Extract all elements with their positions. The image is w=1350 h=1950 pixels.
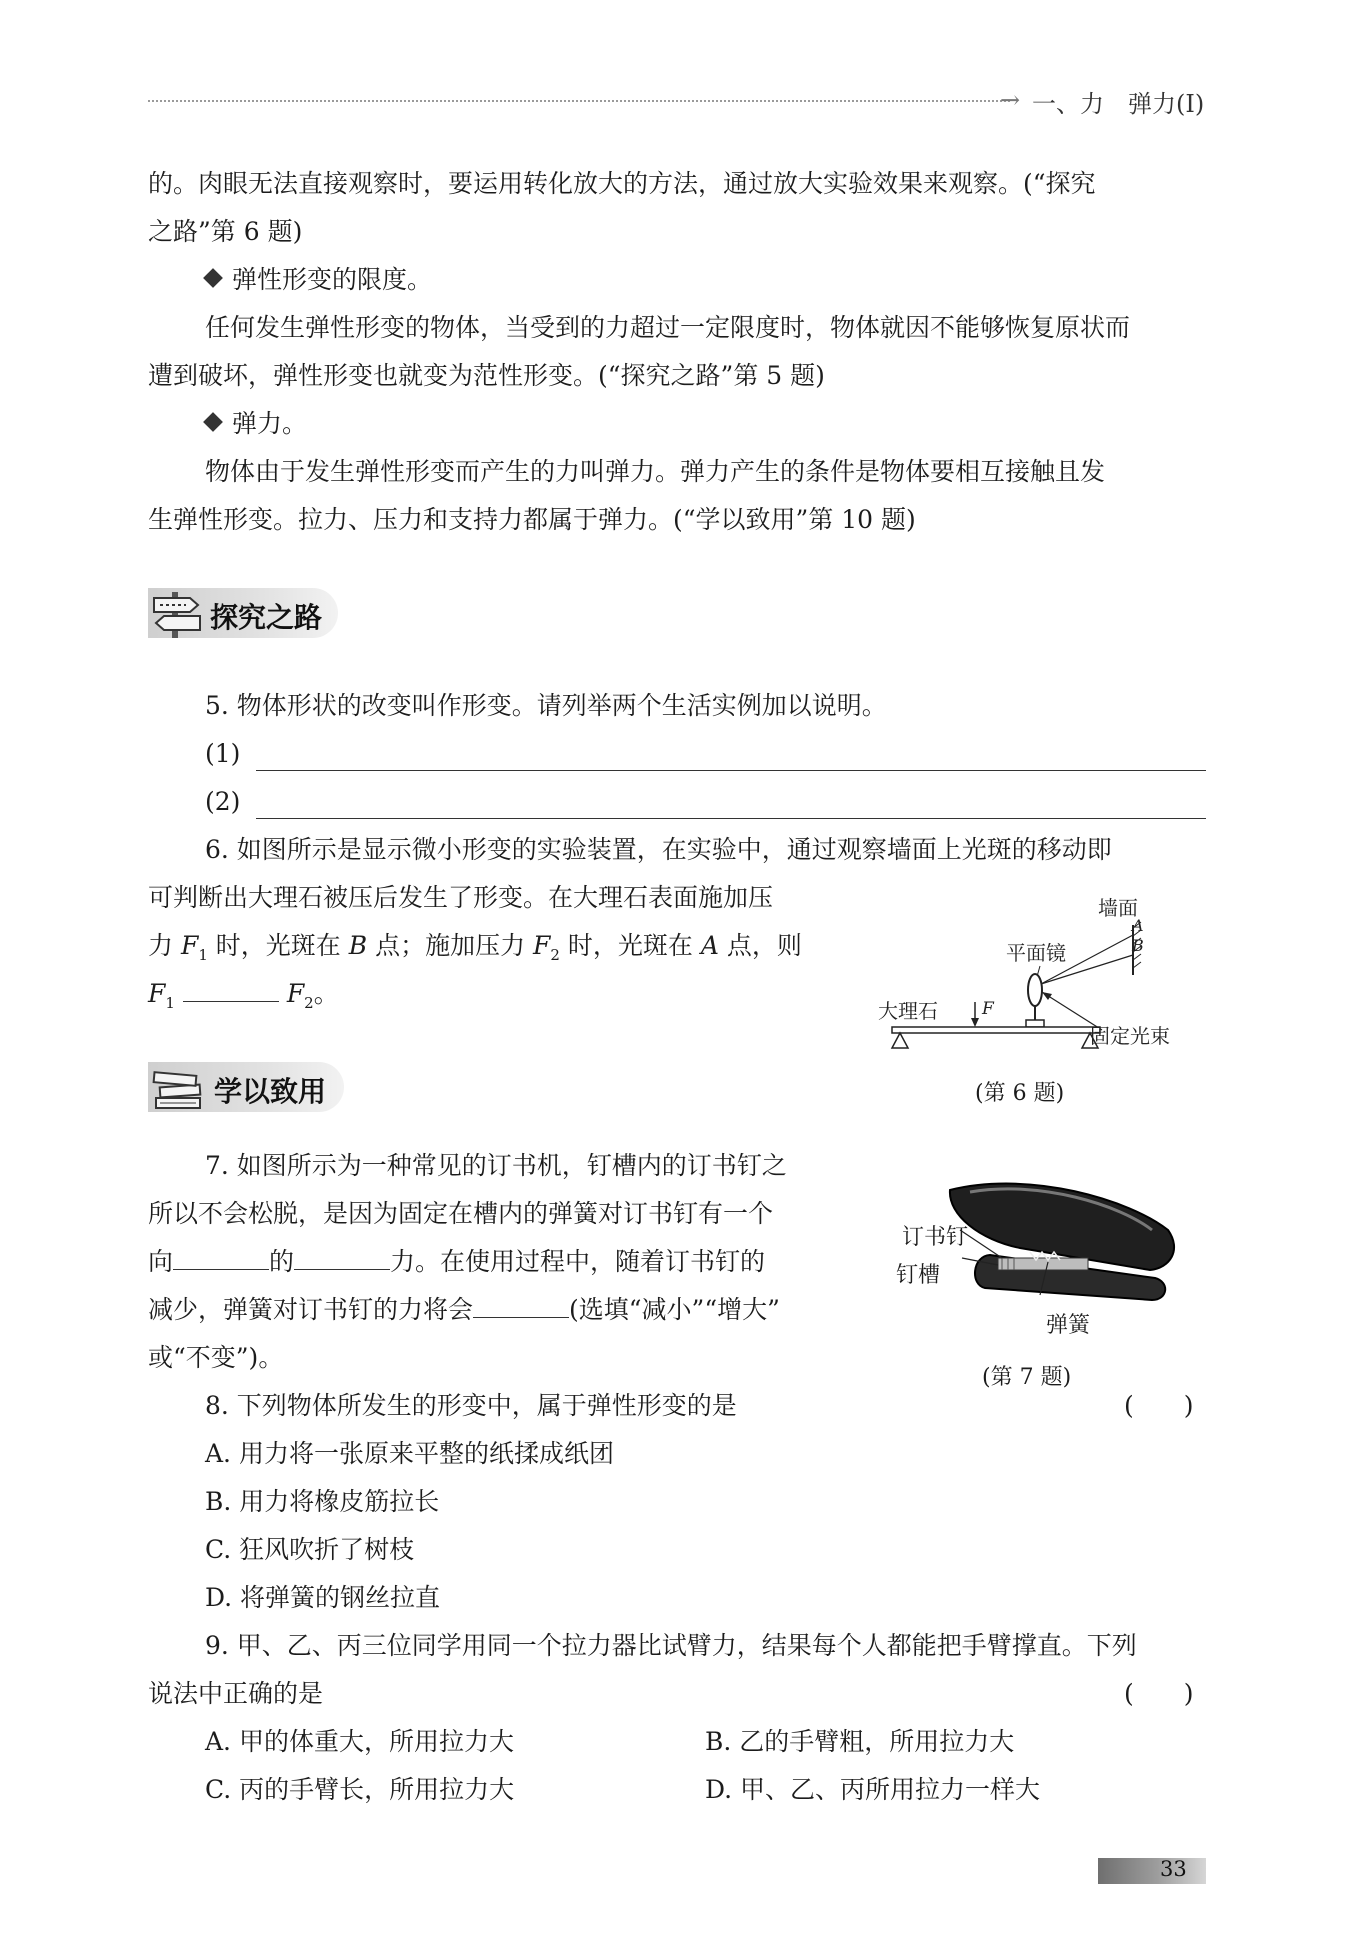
var-b: B — [348, 931, 368, 960]
q6-line-1: 6. 如图所示是显示微小形变的实验装置，在实验中，通过观察墙面上光斑的移动即 — [205, 835, 1112, 864]
fig6-light-label: 固定光束 — [1090, 1024, 1170, 1048]
q7-line-3: 向 的 力。在使用过程中，随着订书钉的 — [148, 1238, 765, 1286]
q5-answer-line-1[interactable] — [256, 770, 1206, 771]
point2-title: 弹力。 — [232, 409, 308, 438]
page-number: 33 — [1160, 1857, 1187, 1881]
q6-line-3: 力 $F_1$ 时，光斑在 B 点；施加压力 $F_2$ 时，光斑在 A 点，则 — [148, 931, 802, 964]
q9-line-2: 说法中正确的是 — [148, 1679, 324, 1708]
q9-option-c: C. 丙的手臂长，所用拉力大 — [205, 1775, 515, 1804]
books-icon — [150, 1062, 208, 1114]
section-header-apply — [148, 1062, 344, 1112]
q6-line-2: 可判断出大理石被压后发生了形变。在大理石表面施加压 — [148, 883, 774, 912]
q6-figure-caption: (第 6 题) — [975, 1081, 1065, 1106]
q7-line-4: 减少，弹簧对订书钉的力将会 (选填“减小”“增大” — [148, 1286, 780, 1334]
marble-slab — [892, 1027, 1100, 1033]
header-arrow-icon: → — [1000, 86, 1021, 114]
q5-blank-1-label: (1) — [205, 739, 241, 768]
q8-question: 8. 下列物体所发生的形变中，属于弹性形变的是 — [205, 1391, 737, 1420]
q8-answer-bracket[interactable]: ( ) — [1124, 1391, 1194, 1420]
mirror — [1028, 974, 1042, 1006]
q6-answer-blank[interactable] — [183, 973, 279, 1002]
header-title: 一、力 弹力(Ⅰ) — [1032, 90, 1205, 118]
fig7-spring-label: 弹簧 — [1046, 1313, 1091, 1338]
q5-text: 5. 物体形状的改变叫作形变。请列举两个生活实例加以说明。 — [205, 691, 887, 720]
var-a: A — [700, 931, 719, 960]
fig7-staple-label: 订书钉 — [902, 1225, 969, 1250]
q9-option-a: A. 甲的体重大，所用拉力大 — [205, 1727, 514, 1756]
q5-answer-line-2[interactable] — [256, 818, 1206, 819]
fig7-groove-label: 钉槽 — [896, 1263, 941, 1288]
signpost-icon — [150, 588, 208, 640]
q8-option-d: D. 将弹簧的钢丝拉直 — [205, 1583, 441, 1612]
fig6-mirror-label: 平面镜 — [1006, 941, 1066, 965]
diamond-bullet-icon — [203, 268, 223, 288]
point1-line-2: 遭到破坏，弹性形变也就变为范性形变。(“探究之路”第 5 题) — [148, 361, 825, 390]
q7-figure — [890, 1170, 1190, 1340]
q8-option-c: C. 狂风吹折了树枝 — [205, 1535, 415, 1564]
fig6-point-a: A — [1132, 916, 1144, 935]
fig6-point-b: B — [1132, 936, 1144, 955]
q7-force-type-blank[interactable] — [294, 1241, 390, 1270]
point1-heading — [200, 256, 432, 304]
section-title-explore: 探究之路 — [210, 601, 323, 634]
q8-option-b: B. 用力将橡皮筋拉长 — [205, 1487, 440, 1516]
q7-change-blank[interactable] — [473, 1289, 569, 1318]
header-rule — [148, 100, 1010, 102]
fig6-wall-label: 墙面 — [1098, 896, 1138, 920]
q7-direction-blank[interactable] — [173, 1241, 269, 1270]
section-header-explore — [148, 588, 338, 638]
footer-bar — [1098, 1858, 1206, 1884]
fig6-marble-label: 大理石 — [878, 999, 938, 1023]
q9-option-d: D. 甲、乙、丙所用拉力一样大 — [705, 1775, 1041, 1804]
intro-line-2: 之路”第 6 题) — [148, 217, 303, 246]
q7-figure-caption: (第 7 题) — [982, 1365, 1072, 1390]
q7-line-1: 7. 如图所示为一种常见的订书机，钉槽内的订书钉之 — [205, 1151, 787, 1180]
q8-option-a: A. 用力将一张原来平整的纸揉成纸团 — [205, 1439, 614, 1468]
q9-answer-bracket[interactable]: ( ) — [1124, 1679, 1194, 1708]
intro-line-1: 的。肉眼无法直接观察时，要运用转化放大的方法，通过放大实验效果来观察。(“探究 — [148, 169, 1096, 198]
staple-strip — [998, 1258, 1088, 1270]
fig6-force-label: F — [982, 999, 994, 1019]
var-f1: F — [180, 931, 199, 960]
point1-line-1: 任何发生弹性形变的物体，当受到的力超过一定限度时，物体就因不能够恢复原状而 — [205, 313, 1131, 342]
point2-heading — [200, 400, 307, 448]
point2-line-2: 生弹性形变。拉力、压力和支持力都属于弹力。(“学以致用”第 10 题) — [148, 505, 916, 534]
diamond-bullet-icon — [203, 412, 223, 432]
q7-line-5: 或“不变”)。 — [148, 1343, 284, 1372]
q9-option-b: B. 乙的手臂粗，所用拉力大 — [705, 1727, 1015, 1756]
q9-line-1: 9. 甲、乙、丙三位同学用同一个拉力器比试臂力，结果每个人都能把手臂撑直。下列 — [205, 1631, 1137, 1660]
q6-figure — [870, 880, 1200, 1060]
q6-line-4: $F_1$ $F_2$。 — [148, 970, 339, 1027]
q5-blank-2-label: (2) — [205, 787, 241, 816]
q7-line-2: 所以不会松脱，是因为固定在槽内的弹簧对订书钉有一个 — [148, 1199, 774, 1228]
section-title-apply: 学以致用 — [214, 1075, 327, 1108]
point2-line-1: 物体由于发生弹性形变而产生的力叫弹力。弹力产生的条件是物体要相互接触且发 — [205, 457, 1106, 486]
point1-title: 弹性形变的限度。 — [232, 265, 433, 294]
var-f2: F — [533, 931, 551, 960]
